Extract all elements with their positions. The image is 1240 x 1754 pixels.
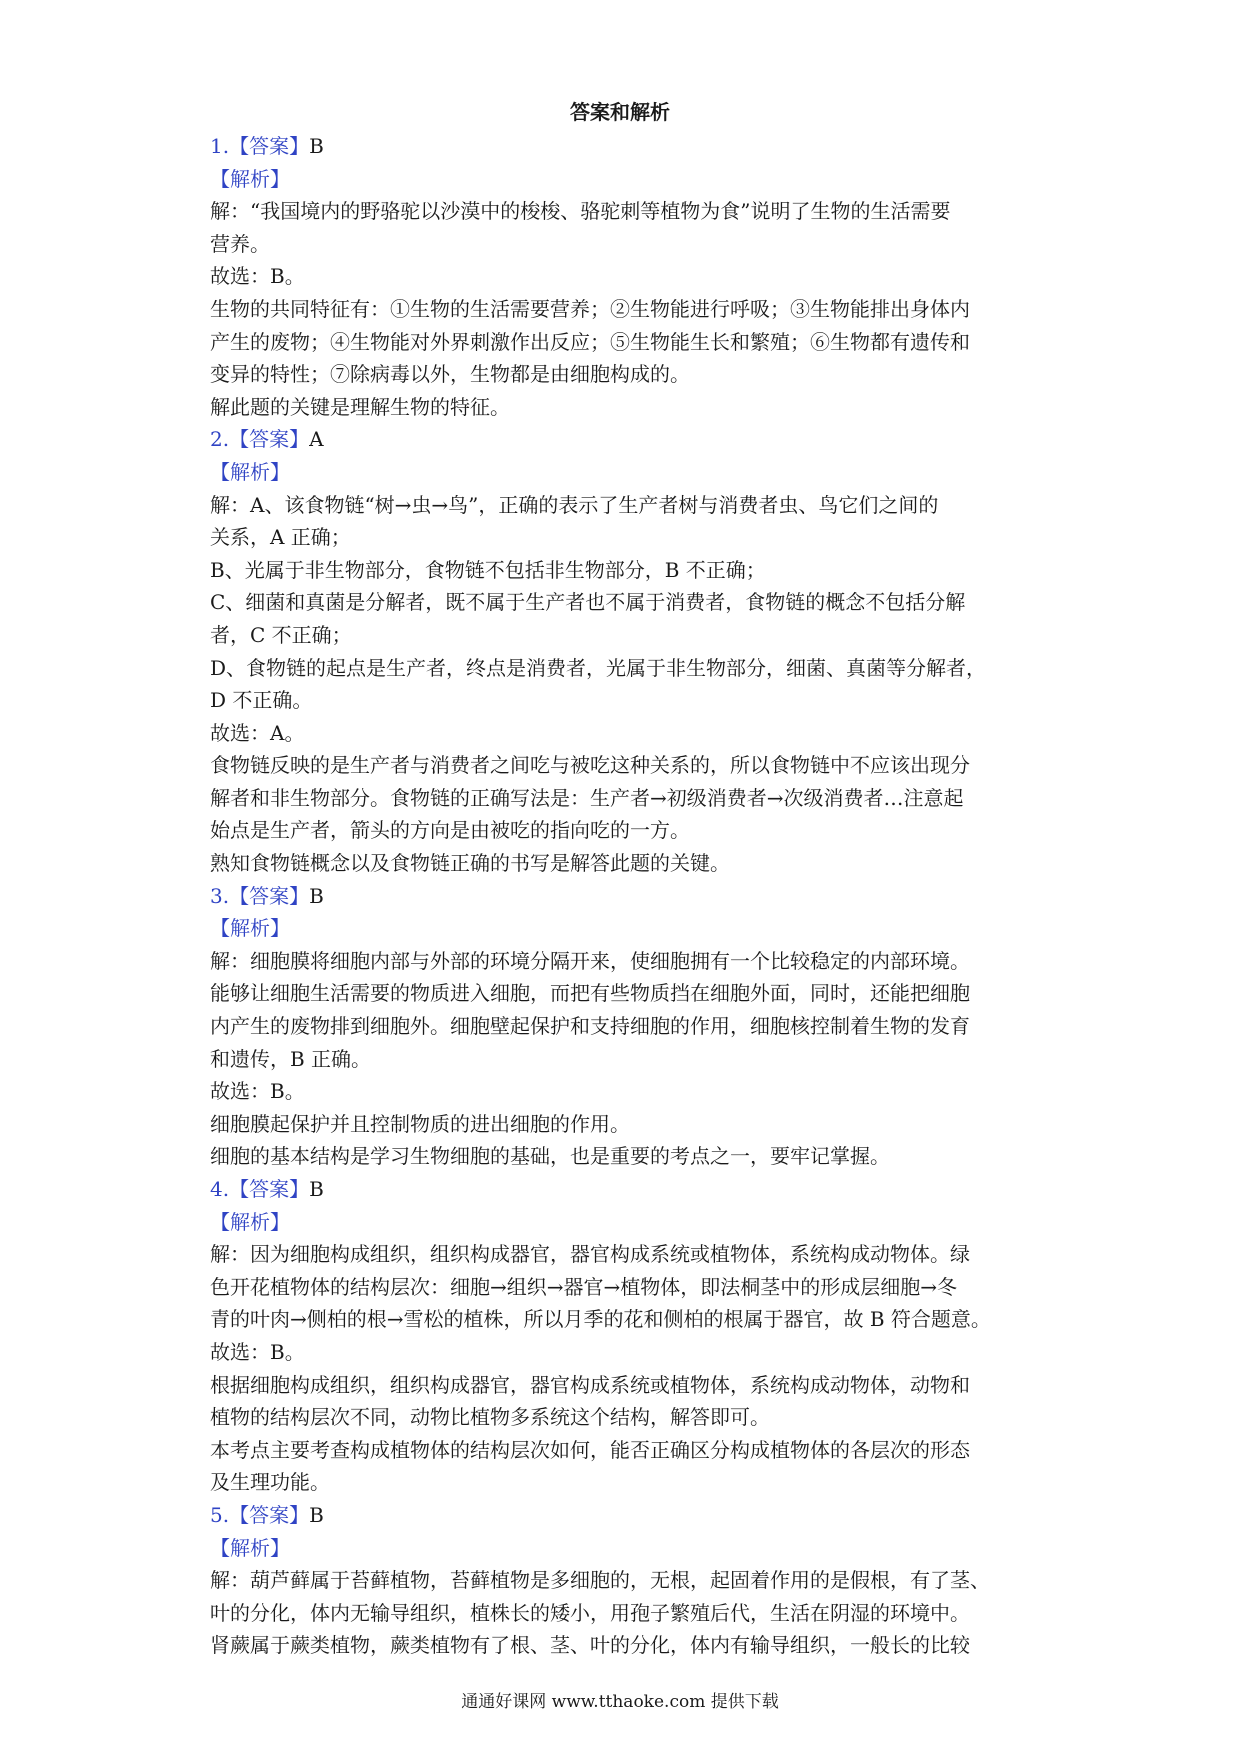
analysis-text-line: 叶的分化，体内无输导组织，植株长的矮小，用孢子繁殖后代，生活在阴湿的环境中。 xyxy=(210,1600,970,1625)
analysis-text-line: 肾蕨属于蕨类植物，蕨类植物有了根、茎、叶的分化，体内有输导组织，一般长的比较 xyxy=(210,1633,970,1658)
analysis-tag: 【解析】 xyxy=(210,166,290,191)
answer-tag: 【答案】 xyxy=(229,883,310,908)
analysis-text-line: 和遗传，B 正确。 xyxy=(210,1046,372,1071)
analysis-tag: 【解析】 xyxy=(210,1535,290,1560)
analysis-text-line: 产生的废物；④生物能对外界刺激作出反应；⑤生物能生长和繁殖；⑥生物都有遗传和 xyxy=(210,329,970,354)
answer-line xyxy=(210,423,1040,456)
analysis-text-line: 解此题的关键是理解生物的特征。 xyxy=(210,394,510,419)
analysis-text-line: 内产生的废物排到细胞外。细胞壁起保护和支持细胞的作用，细胞核控制着生物的发育 xyxy=(210,1014,970,1039)
analysis-tag: 【解析】 xyxy=(210,459,290,484)
answer-content xyxy=(210,130,1040,1662)
analysis-text-line: C、细菌和真菌是分解者，既不属于生产者也不属于消费者，食物链的概念不包括分解 xyxy=(210,590,966,615)
answer-value: B xyxy=(309,1502,324,1527)
analysis-tag: 【解析】 xyxy=(210,916,290,941)
page-footer: 通通好课网 www.tthaoke.com 提供下载 xyxy=(461,1692,779,1712)
answer-value: B xyxy=(309,1177,324,1201)
analysis-text-line: 解：因为细胞构成组织，组织构成器官，器官构成系统或植物体，系统构成动物体。绿 xyxy=(210,1242,970,1267)
analysis-text-line: 故选：B。 xyxy=(210,264,305,289)
analysis-text-line: B、光属于非生物部分，食物链不包括非生物部分，B 不正确； xyxy=(210,557,766,582)
question-number: 4. xyxy=(210,1177,230,1201)
analysis-text-line: 细胞的基本结构是学习生物细胞的基础，也是重要的考点之一，要牢记掌握。 xyxy=(210,1144,890,1169)
analysis-text-line: 故选：B。 xyxy=(210,1339,305,1364)
analysis-text-line: 细胞膜起保护并且控制物质的进出细胞的作用。 xyxy=(210,1111,630,1136)
analysis-text-line: 及生理功能。 xyxy=(210,1470,330,1495)
question-block xyxy=(210,130,1040,423)
question-block xyxy=(210,1173,1040,1499)
analysis-text-line: 青的叶肉→侧柏的根→雪松的植株，所以月季的花和侧柏的根属于器官，故 B 符合题意。 xyxy=(210,1307,991,1332)
analysis-text-line: 能够让细胞生活需要的物质进入细胞，而把有些物质挡在细胞外面，同时，还能把细胞 xyxy=(210,981,970,1006)
analysis-text-line: 根据细胞构成组织，组织构成器官，器官构成系统或植物体，系统构成动物体，动物和 xyxy=(210,1372,970,1397)
analysis-text-line: 者，C 不正确； xyxy=(210,622,352,647)
page-title: 答案和解析 xyxy=(570,100,670,124)
analysis-text-line: 解：葫芦藓属于苔藓植物，苔藓植物是多细胞的，无根，起固着作用的是假根，有了茎、 xyxy=(210,1568,990,1593)
question-block xyxy=(210,880,1040,1173)
answer-tag: 【答案】 xyxy=(229,1177,310,1201)
analysis-text-line: 关系，A 正确； xyxy=(210,525,351,550)
analysis-text-line: 始点是生产者，箭头的方向是由被吃的指向吃的一方。 xyxy=(210,818,690,843)
answer-value: A xyxy=(309,427,324,452)
analysis-text-line: 本考点主要考查构成植物体的结构层次如何，能否正确区分构成植物体的各层次的形态 xyxy=(210,1437,970,1462)
answer-value: B xyxy=(309,134,324,158)
question-number: 5. xyxy=(210,1502,230,1527)
analysis-text-line: 解：“我国境内的野骆驼以沙漠中的梭梭、骆驼刺等植物为食”说明了生物的生活需要 xyxy=(210,199,951,224)
answer-line xyxy=(210,130,1040,163)
analysis-text-line: D、食物链的起点是生产者，终点是消费者，光属于非生物部分，细菌、真菌等分解者， xyxy=(210,655,987,680)
answer-line xyxy=(210,1173,1040,1206)
analysis-text-line: 故选：B。 xyxy=(210,1079,305,1104)
question-block xyxy=(210,1499,1040,1662)
question-number: 2. xyxy=(210,427,230,452)
analysis-text-line: 解者和非生物部分。食物链的正确写法是：生产者→初级消费者→次级消费者…注意起 xyxy=(210,785,964,810)
analysis-text-line: 营养。 xyxy=(210,231,270,256)
analysis-text-line: 解：A、该食物链“树→虫→鸟”，正确的表示了生产者树与消费者虫、鸟它们之间的 xyxy=(210,492,939,517)
analysis-text-line: 熟知食物链概念以及食物链正确的书写是解答此题的关键。 xyxy=(210,851,730,876)
answer-line xyxy=(210,880,1040,913)
question-number: 3. xyxy=(210,883,230,908)
answer-tag: 【答案】 xyxy=(229,1502,310,1527)
answer-tag: 【答案】 xyxy=(229,427,310,452)
analysis-text-line: 色开花植物体的结构层次：细胞→组织→器官→植物体，即法桐茎中的形成层细胞→冬 xyxy=(210,1274,958,1299)
analysis-text-line: 变异的特性；⑦除病毒以外，生物都是由细胞构成的。 xyxy=(210,362,690,387)
analysis-text-line: 故选：A。 xyxy=(210,720,305,745)
answer-line xyxy=(210,1499,1040,1532)
analysis-text-line: D 不正确。 xyxy=(210,688,313,713)
analysis-text-line: 生物的共同特征有：①生物的生活需要营养；②生物能进行呼吸；③生物能排出身体内 xyxy=(210,296,970,321)
analysis-text-line: 食物链反映的是生产者与消费者之间吃与被吃这种关系的，所以食物链中不应该出现分 xyxy=(210,753,970,778)
analysis-text-line: 植物的结构层次不同，动物比植物多系统这个结构，解答即可。 xyxy=(210,1405,770,1430)
answer-value: B xyxy=(309,883,324,908)
question-block xyxy=(210,423,1040,879)
analysis-tag: 【解析】 xyxy=(210,1209,290,1234)
question-number: 1. xyxy=(210,134,230,158)
answer-tag: 【答案】 xyxy=(229,134,310,158)
analysis-text-line: 解：细胞膜将细胞内部与外部的环境分隔开来，使细胞拥有一个比较稳定的内部环境。 xyxy=(210,948,970,973)
